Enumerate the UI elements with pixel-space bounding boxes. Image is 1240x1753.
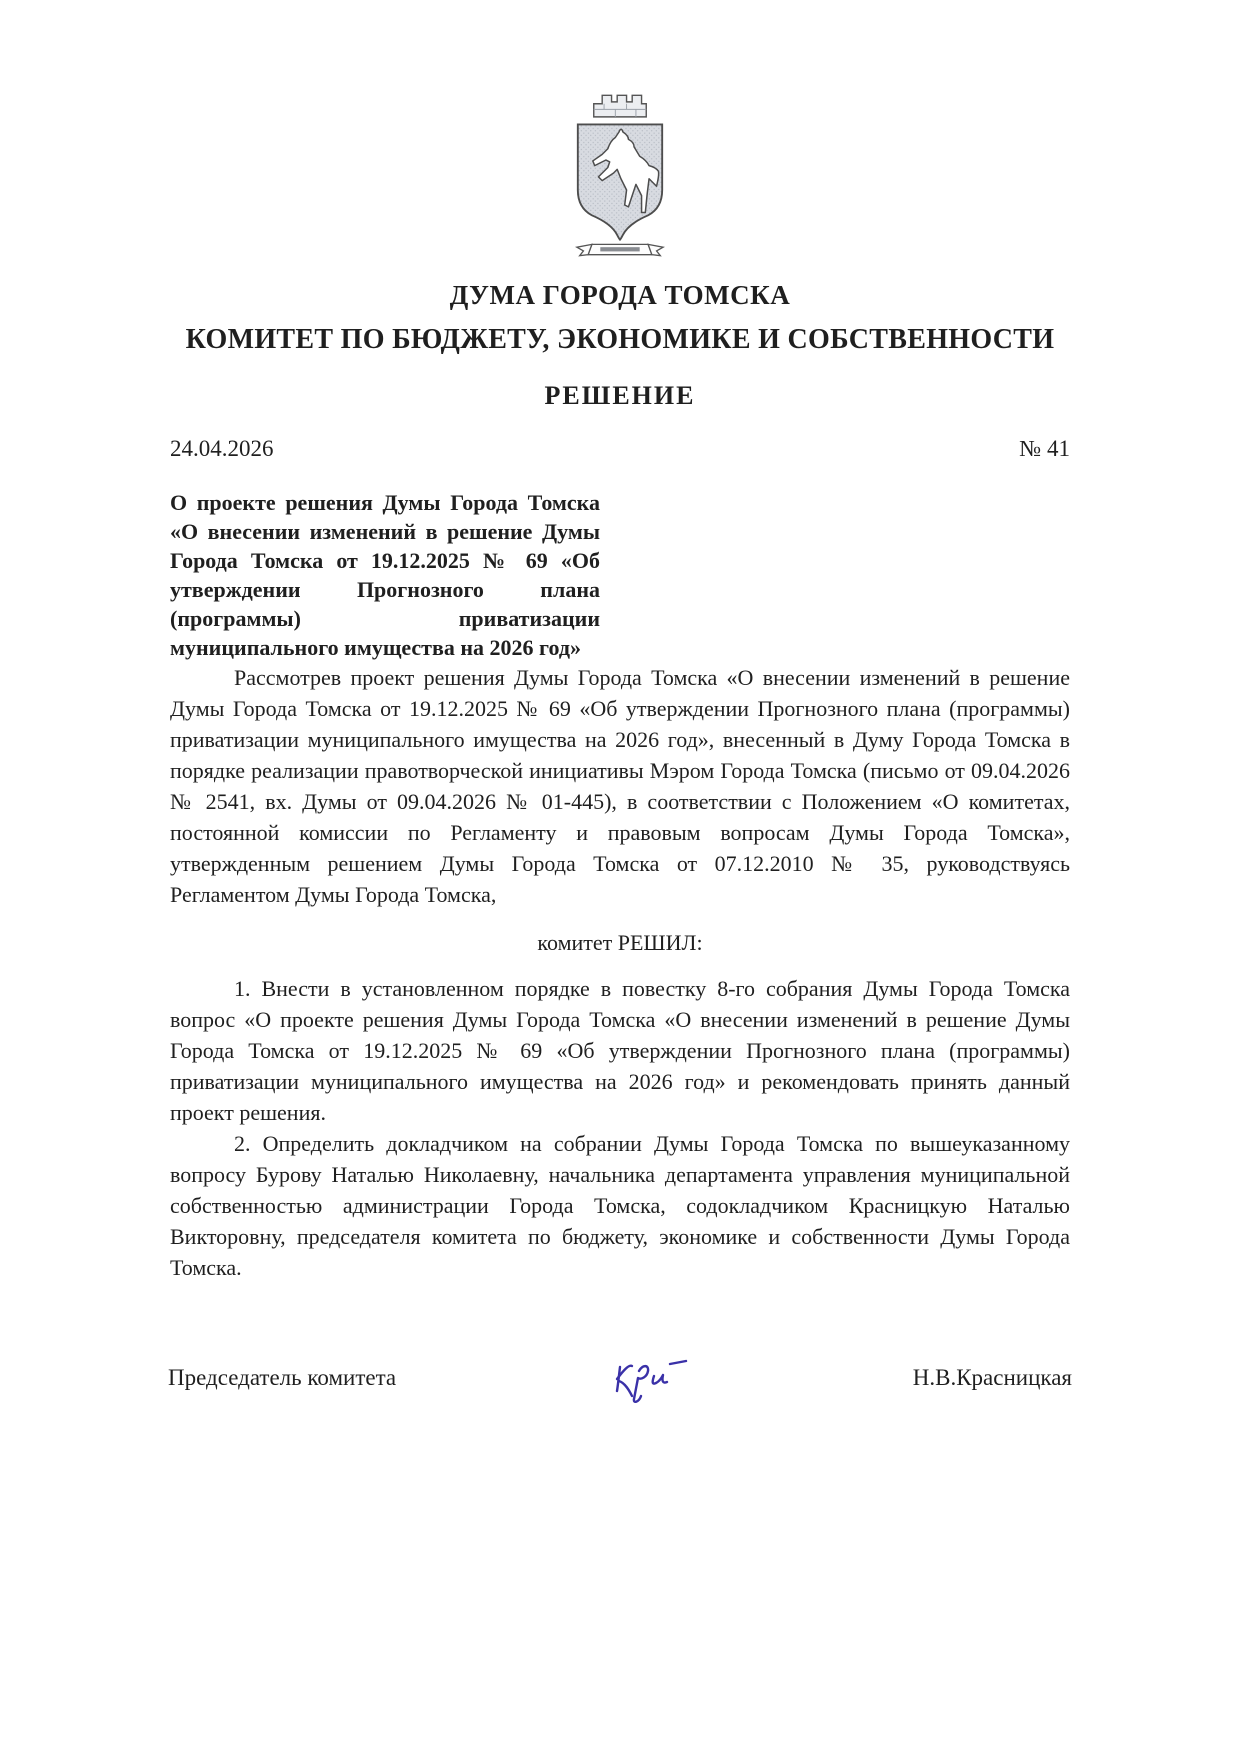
resolution-intro: комитет РЕШИЛ: (537, 930, 703, 955)
handwritten-signature-icon (612, 1349, 696, 1405)
shield-icon (578, 124, 662, 239)
preamble-paragraph: Рассмотрев проект решения Думы Города Томска «О внесении изменений в решение Думы Города Томска от 19.12.2025 № 69 «Об утверждении Прогнозного плана (программы) приватизации муниципального имущества на 2026 год», внесенный в Думу Города Томска в порядке реализации правотворческой инициативы Мэром Города Томска (письмо от 09.04.2026 № 2541, вх. Думы от 09.04.2026 № 01-445), в соответствии с Положением «О комитетах, постоянной комиссии по Регламенту и правовым вопросам Думы Города Томска», утвержденным решением Думы Города Томска от 07.12.2010 № 35, руководствуясь Регламентом Думы Города Томска, (170, 665, 1070, 907)
signature-holder (396, 1365, 913, 1405)
document-date: 24.04.2026 (170, 436, 274, 461)
document-number: № 41 (1019, 436, 1070, 461)
signer-name: Н.В.Красницкая (912, 1365, 1072, 1390)
date-number-row (0, 436, 1240, 462)
document-type-heading: РЕШЕНИЕ (544, 381, 696, 410)
mural-crown-icon (594, 95, 647, 117)
committee-name: КОМИТЕТ ПО БЮДЖЕТУ, ЭКОНОМИКЕ И СОБСТВЕННОСТИ (185, 324, 1055, 355)
tomsk-coat-of-arms-icon (559, 85, 681, 265)
resolution-item-1: 1. Внести в установленном порядке в повестку 8-го собрания Думы Города Томска вопрос «О проекте решения Думы Города Томска «О внесении изменений в решение Думы Города Томска от 19.12.2025 № 69 «Об утверждении Прогнозного плана (программы) приватизации муниципального имущества на 2026 год» и рекомендовать принять данный проект решения. (170, 976, 1070, 1125)
org-name: ДУМА ГОРОДА ТОМСКА (449, 280, 791, 310)
ribbon-icon (577, 244, 663, 255)
signature-row (0, 1365, 1240, 1405)
resolution-item-2: 2. Определить докладчиком на собрании Думы Города Томска по вышеуказанному вопросу Бурову Наталью Николаевну, начальника департамента управления муниципальной собственностью администрации Города Томска, содокладчиком Красницкую Наталью Викторовну, председателя комитета по бюджету, экономике и собственности Думы Города Томска. (170, 1131, 1070, 1280)
document-body (0, 662, 1240, 1283)
signer-title: Председатель комитета (168, 1365, 397, 1390)
document-subject: О проекте решения Думы Города Томска «О внесении изменений в решение Думы Города Томска от 19.12.2025 № 69 «Об утверждении Прогнозного плана (программы) приватизации муниципального имущества на 2026 год» (170, 490, 600, 660)
emblem-container (0, 0, 1240, 270)
